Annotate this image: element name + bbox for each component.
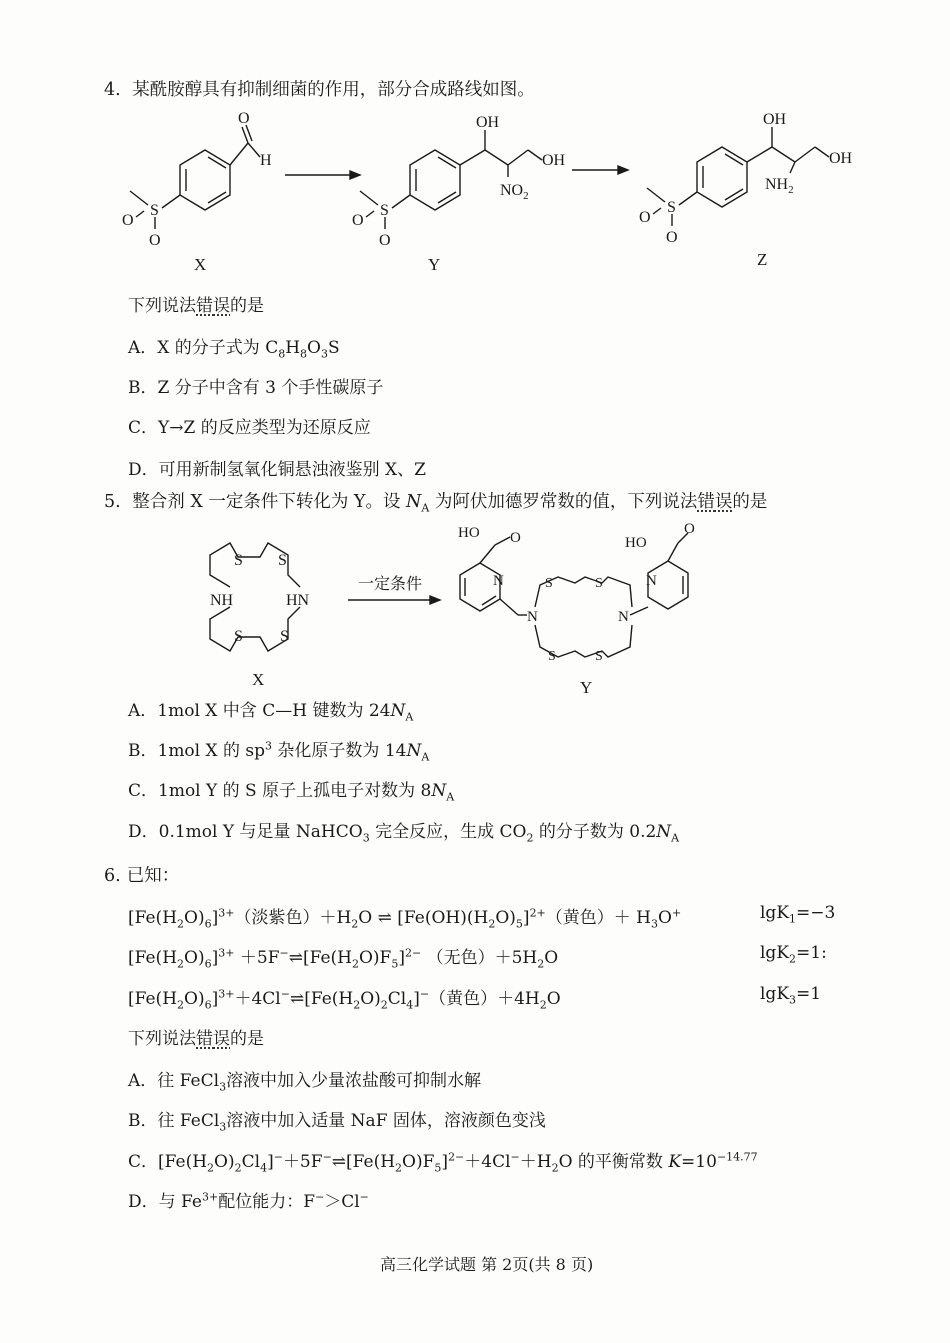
- z-sulfur: S: [667, 199, 676, 216]
- compound-z-structure: [639, 111, 853, 246]
- q6-option-d: D．与 $Fe^{3+}$配位能力：F−＞Cl−: [128, 1190, 369, 1212]
- y-oh1: OH: [476, 114, 500, 131]
- y-ring-n2: N: [618, 609, 629, 625]
- q5-option-a: A．1mol X 中含 C—H 键数为 $24N_A$: [128, 701, 414, 724]
- x-nh: NH: [210, 592, 234, 609]
- y-pyridine-n2: N: [646, 573, 657, 589]
- q6-option-c: C．$[Fe(H_2O)_2Cl_4]^-+5F^-\rightleftharpoons[Fe(H_2O)F_5]^{2-}+4Cl^-+H_2O$ 的平衡常数 $K=10^{-14.77}$: [128, 1150, 758, 1175]
- q4-option-b: B．Z 分子中含有 3 个手性碳原子: [128, 378, 384, 398]
- x-s1: S: [234, 552, 243, 569]
- y-s4: S: [595, 649, 603, 664]
- compound-x-macrocycle: [210, 543, 310, 689]
- q4-option-c: C．Y→Z 的反应类型为还原反应: [128, 418, 371, 438]
- x-hn: HN: [286, 592, 310, 609]
- z-oh1: OH: [763, 111, 787, 128]
- x-sulfur: S: [150, 202, 159, 219]
- q6-lgk2: lgK$_2$=1:: [760, 943, 827, 966]
- y-pyridine-n1: N: [493, 573, 504, 589]
- x-aldehyde-h: H: [260, 152, 272, 169]
- compound-y-structure: [352, 114, 566, 249]
- z-o1: O: [639, 209, 651, 226]
- condition-label: 一定条件: [358, 576, 423, 593]
- q6-lgk3: lgK$_3$=1: [760, 984, 822, 1007]
- q4-number: 4.: [104, 80, 121, 100]
- q5-reaction-scheme: [190, 515, 710, 700]
- z-nh2: $NH_2$: [765, 176, 794, 196]
- x-s4: S: [280, 628, 289, 645]
- z-o2: O: [666, 229, 678, 246]
- y-ho1: HO: [458, 525, 480, 541]
- q5-option-d: D．0.1mol Y 与足量 NaHCO$_3$ 完全反应，生成 $CO_2$ 的分子数为 $0.2N_A$: [128, 822, 680, 845]
- label-y: Y: [428, 255, 441, 274]
- q6-option-b: B．往 FeCl$_3$溶液中加入适量 NaF 固体，溶液颜色变浅: [128, 1111, 546, 1134]
- page-footer: 高三化学试题 第 2页(共 8 页): [380, 1255, 594, 1274]
- q5-stem: 5. 整合剂 X 一定条件下转化为 Y。设 $N_A$ 为阿伏加德罗常数的值，下列说法错误的是: [104, 492, 768, 515]
- q6-lgk1: lgK$_1$=−3: [760, 903, 836, 926]
- q6-equation-3: $[Fe(H_2O)_6]^{3+}+4Cl^-\rightleftharpoons[Fe(H_2O)_2Cl_4]^-$（黄色）$+4H_2O$: [128, 987, 561, 1012]
- q4-stem: [104, 76, 535, 101]
- y-s3: S: [548, 649, 556, 664]
- q4-reaction-scheme: [110, 105, 890, 280]
- x-o1: O: [122, 212, 134, 229]
- y-sulfur: S: [380, 202, 389, 219]
- label-z: Z: [757, 250, 768, 269]
- q4-option-a: A．X 的分子式为 $C_8H_8O_3S$: [128, 338, 340, 361]
- q6-equation-1: $[Fe(H_2O)_6]^{3+}$（淡紫色）$+H_2O$ ⇌ $[Fe(OH)(H_2O)_5]^{2+}$（黄色）＋ $H_3O^+$: [128, 906, 682, 931]
- q4-prompt: 下列说法错误的是: [128, 296, 264, 316]
- q5-label-y: Y: [580, 678, 593, 697]
- q6-equation-2: $[Fe(H_2O)_6]^{3+}$ $+5F^-\rightleftharpoons[Fe(H_2O)F_5]^{2-}$ （无色）$+5H_2O$: [128, 946, 559, 971]
- y-o2: O: [684, 521, 695, 537]
- label-x: X: [194, 255, 207, 274]
- x-s2: S: [278, 552, 287, 569]
- y-oh2: OH: [542, 152, 566, 169]
- x-s3: S: [234, 628, 243, 645]
- z-oh2: OH: [829, 150, 853, 167]
- q4-stem-text: 某酰胺醇具有抑制细菌的作用，部分合成路线如图。: [132, 80, 535, 100]
- x-o2: O: [149, 232, 161, 249]
- q5-option-c: C．1mol Y 的 S 原子上孤电子对数为 $8N_A$: [128, 781, 455, 804]
- compound-x-structure: [122, 110, 272, 249]
- q4-option-d: D．可用新制氢氧化铜悬浊液鉴别 X、Z: [128, 460, 426, 480]
- y-no2: $NO_2$: [500, 182, 529, 202]
- y-ring-n1: N: [527, 609, 538, 625]
- q6-option-a: A．往 FeCl$_3$溶液中加入少量浓盐酸可抑制水解: [128, 1071, 482, 1094]
- q6-prompt: 下列说法错误的是: [128, 1029, 264, 1049]
- x-aldehyde-o: O: [238, 110, 250, 127]
- q5-label-x: X: [252, 670, 265, 689]
- q6-stem: 6. 已知：: [104, 866, 180, 886]
- y-o1: O: [352, 212, 364, 229]
- y-s2: S: [595, 576, 603, 591]
- y-s1: S: [545, 576, 553, 591]
- q5-option-b: B．1mol X 的 $sp^3$ 杂化原子数为 $14N_A$: [128, 739, 430, 764]
- compound-y-structure: [458, 521, 695, 697]
- y-o2: O: [379, 232, 391, 249]
- y-ho2: HO: [625, 535, 647, 551]
- y-o1: O: [510, 530, 521, 546]
